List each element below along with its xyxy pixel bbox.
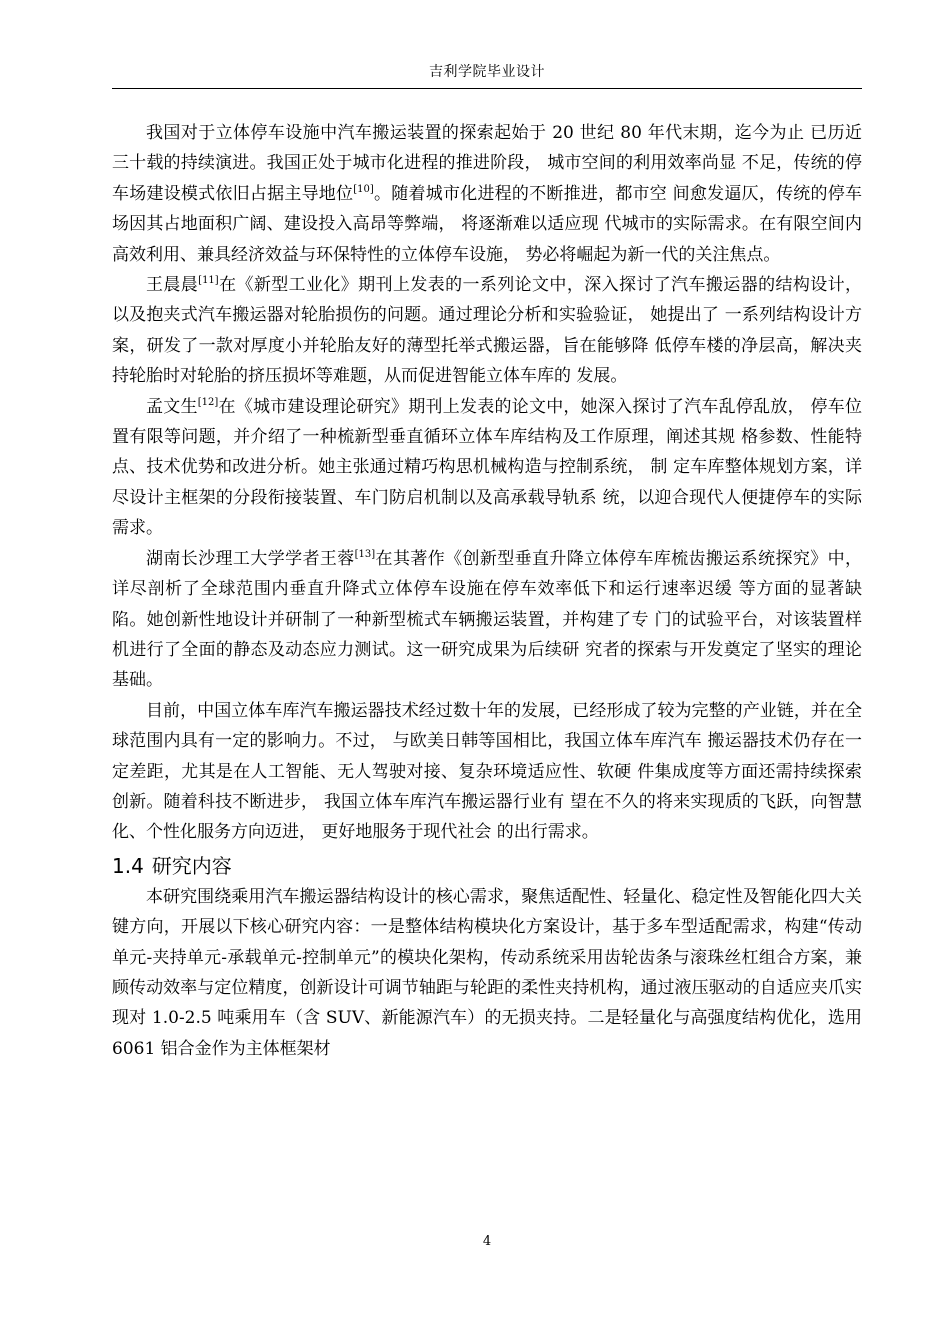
paragraph-text: 目前，中国立体车库汽车搬运器技术经过数十年的发展，已经形成了较为完整的产业链，并在全球范围内具有一定的影响力。不过， 与欧美日韩等国相比，我国立体车库汽车 搬运器技术仍存在一定差距，尤其是在人工智能、无人驾驶对接、复杂环境适应性、软硬 件集成度等方面还需持续探索创新。随着科技不断进步， 我国立体车库汽车搬运器行业有 望在不久的将来实现质的飞跃，向智慧化、个性化服务方向迈进， 更好地服务于现代社会 的出行需求。 — [112, 700, 862, 843]
section-number: 1.4 — [112, 853, 144, 878]
page-number: 4 — [482, 1234, 492, 1249]
section-paragraph: 本研究围绕乘用汽车搬运器结构设计的核心需求，聚焦适配性、轻量化、稳定性及智能化四大关键方向，开展以下核心研究内容：一是整体结构模块化方案设计，基于多车型适配需求，构建“传动单元-夹持单元-承载单元-控制单元”的模块化架构，传动系统采用齿轮齿条与滚珠丝杠组合方案，兼顾传动效率与定位精度，创新设计可调节轴距与轮距的柔性夹持机构，通过液压驱动的自适应夹爪实现对 1.0-2.5 吨乘用车（含 SUV、新能源汽车）的无损夹持。二是轻量化与高强度结构优化，选用 6061 铝合金作为主体框架材 — [112, 886, 862, 1059]
body-paragraph-2 — [112, 270, 862, 392]
body-paragraph-3 — [112, 392, 862, 544]
paragraph-text: 王晨晨 — [146, 275, 199, 296]
paragraph-text: 孟文生 — [146, 396, 198, 417]
section-title: 研究内容 — [151, 853, 232, 878]
citation-ref: [10] — [353, 183, 374, 195]
citation-ref: [13] — [354, 548, 376, 560]
page-header-title: 吉利学院毕业设计 — [429, 64, 545, 80]
body-paragraph-1 — [112, 118, 862, 270]
paragraph-text: 在《城市建设理论研究》期刊上发表的论文中，她深入探讨了汽车乱停乱放， 停车位置有限等问题，并介绍了一种梳新型垂直循环立体车库结构及工作原理，阐述其规 格参数、性能特点、技术优势和改进分析。她主张通过精巧构思机械构造与控制系统， 制 定车库整体规划方案，详尽设计主框架的分段衔接装置、车门防启机制以及高承载导轨系 统，以迎合现代人便捷停车的实际需求。 — [112, 396, 863, 539]
document-body — [112, 118, 862, 1064]
paragraph-text: 。随着城市化进程的不断推进，都市空 间愈发逼仄，传统的停车场因其占地面积广阔、建设投入高昂等弊端， 将逐渐难以适应现 代城市的实际需求。在有限空间内高效利用、兼具经济效益与环保特性的立体停车设施， 势必将崛起为新一代的关注焦点。 — [112, 183, 863, 265]
paragraph-text: 在其著作《创新型垂直升降立体停车库梳齿搬运系统探究》中， 详尽剖析了全球范围内垂直升降式立体停车设施在停车效率低下和运行速率迟缓 等方面的显著缺陷。她创新性地设计并研制了一种新型梳式车辆搬运装置，并构建了专 门的试验平台，对该装置样机进行了全面的静态及动态应力测试。这一研究成果为后续研 究者的探索与开发奠定了坚实的理论基础。 — [112, 548, 862, 691]
paragraph-text: 湖南长沙理工大学学者王蓉 — [146, 548, 355, 569]
paragraph-text: 我国对于立体停车设施中汽车搬运装置的探索起始于 20 世纪 80 年代末期，迄今为止 已历近三十载的持续演进。我国正处于城市化进程的推进阶段， 城市空间的利用效率尚显 不足，传统的停车场建设模式依旧占据主导地位 — [112, 123, 862, 204]
body-paragraph-4 — [112, 544, 862, 696]
citation-ref: [11] — [198, 275, 219, 287]
paragraph-text: 在《新型工业化》期刊上发表的一系列论文中，深入探讨了汽车搬运器的结构设计，以及抱夹式汽车搬运器对轮胎损伤的问题。通过理论分析和实验验证， 她提出了 一系列结构设计方案，研发了一款对厚度小并轮胎友好的薄型托举式搬运器，旨在能够降 低停车楼的净层高，解决夹持轮胎时对轮胎的挤压损坏等难题，从而促进智能立体车库的 发展。 — [112, 275, 863, 387]
body-paragraph-5 — [112, 696, 862, 848]
section-heading — [112, 850, 862, 882]
citation-ref: [12] — [197, 396, 219, 408]
header-rule — [112, 88, 862, 89]
